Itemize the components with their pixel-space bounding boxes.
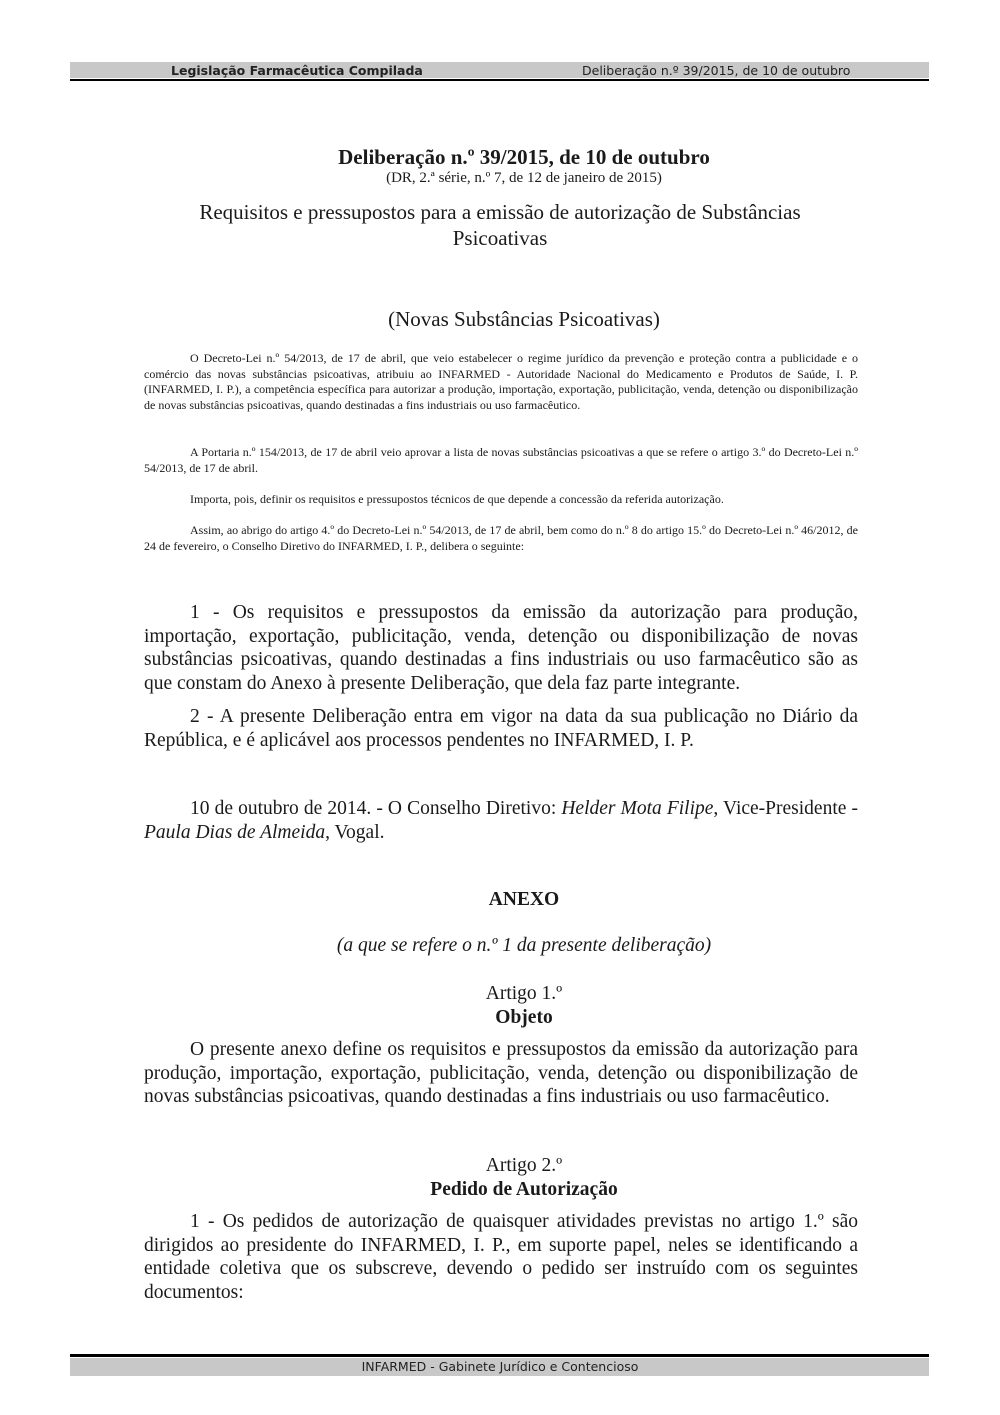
footer-text: INFARMED - Gabinete Jurídico e Contencioso (361, 1359, 639, 1374)
signature-name-1: Helder Mota Filipe (561, 798, 714, 819)
article-paragraph (144, 1038, 858, 1109)
header-document-reference: Deliberação n.º 39/2015, de 10 de outubro (582, 63, 851, 78)
preamble-text: O Decreto-Lei n.º 54/2013, de 17 de abril, que veio estabelecer o regime jurídico da prevenção e proteção contra a publicidade e o comércio das novas substâncias psicoativas, atribuiu ao INFARMED - Autoridade Nacional do Medicamento e Produtos de Saúde, I. P. (INFARMED, I. P.), a competência específica para autorizar a produção, importação, exportação, publicitação, venda, detenção ou disponibilização de novas substâncias psicoativas, quando destinadas a fins industriais ou uso farmacêutico. (144, 351, 858, 412)
article-title: Pedido de Autorização (430, 1179, 618, 1200)
document-subtitle: (Novas Substâncias Psicoativas) (388, 307, 660, 331)
clause-paragraph (144, 705, 858, 752)
clause-text: 1 - Os requisitos e pressupostos da emissão da autorização para produção, importação, exportação, publicitação, venda, detenção ou disponibilização de novas substâncias psicoativas, quando destinadas a fins industriais ou uso farmacêutico são as que constam do Anexo à presente Deliberação, que dela faz parte integrante. (144, 602, 858, 694)
preamble-paragraph (144, 445, 858, 476)
preamble-paragraph (144, 492, 858, 508)
signature-role-1: , Vice-Presidente - (713, 798, 858, 819)
signature-prefix: 10 de outubro de 2014. - O Conselho Diretivo: (190, 798, 562, 819)
clause-paragraph (144, 601, 858, 695)
header-rule (70, 79, 929, 81)
preamble-text: A Portaria n.º 154/2013, de 17 de abril veio aprovar a lista de novas substâncias psicoativas a que se refere o artigo 3.º do Decreto-Lei n.º 54/2013, de 17 de abril. (144, 445, 858, 475)
preamble-paragraph (144, 351, 858, 413)
signature-paragraph (144, 797, 858, 844)
clause-text: 2 - A presente Deliberação entra em vigor na data da sua publicação no Diário da República, e é aplicável aos processos pendentes no INFARMED, I. P. (144, 706, 858, 751)
document-title: Deliberação n.º 39/2015, de 10 de outubro (338, 145, 710, 169)
header-publication-title: Legislação Farmacêutica Compilada (171, 63, 423, 78)
article-text: 1 - Os pedidos de autorização de quaisquer atividades previstas no artigo 1.º são dirigidos ao presidente do INFARMED, I. P., em suporte papel, neles se identificando a entidade coletiva que os subscreve, devendo o pedido ser instruído com os seguintes documentos: (144, 1211, 858, 1303)
signature-name-2: Paula Dias de Almeida (144, 821, 326, 843)
document-subject: Requisitos e pressupostos para a emissão de autorização de Substâncias Psicoativas (199, 200, 801, 250)
annex-subtitle: (a que se refere o n.º 1 da presente deliberação) (336, 935, 712, 956)
preamble-text: Importa, pois, definir os requisitos e pressupostos técnicos de que depende a concessão da referida autorização. (190, 492, 724, 506)
document-source: (DR, 2.ª série, n.º 7, de 12 de janeiro de 2015) (386, 170, 662, 186)
signature-role-2: , Vogal. (325, 821, 385, 843)
preamble-text: Assim, ao abrigo do artigo 4.º do Decreto-Lei n.º 54/2013, de 17 de abril, bem como do n.º 8 do artigo 15.º do Decreto-Lei n.º 46/2012, de 24 de fevereiro, o Conselho Diretivo do INFARMED, I. P., delibera o seguinte: (144, 523, 858, 553)
footer-rule (70, 1354, 929, 1357)
article-paragraph (144, 1210, 858, 1304)
article-number: Artigo 2.º (485, 1155, 563, 1176)
annex-title: ANEXO (488, 889, 560, 910)
preamble-paragraph (144, 523, 858, 554)
article-number: Artigo 1.º (485, 983, 563, 1004)
article-text: O presente anexo define os requisitos e pressupostos da emissão da autorização para produção, importação, exportação, publicitação, venda, detenção ou disponibilização de novas substâncias psicoativas, quando destinadas a fins industriais ou uso farmacêutico. (144, 1039, 858, 1107)
article-title: Objeto (495, 1007, 553, 1028)
